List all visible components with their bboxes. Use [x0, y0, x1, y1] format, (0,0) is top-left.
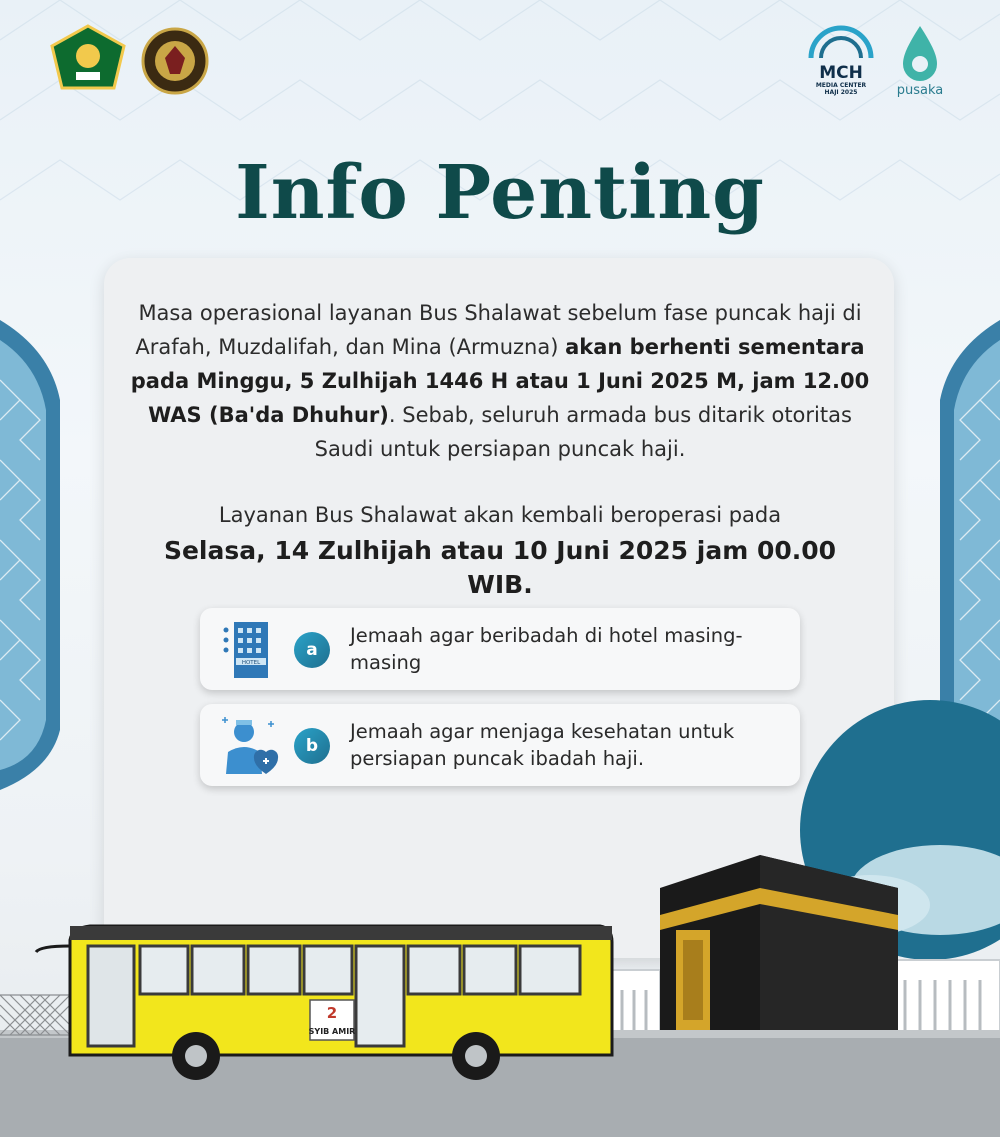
- mch-logo-text: MCH: [819, 63, 863, 83]
- notice-text-start: Masa operasional layanan Bus Shalawat sebelum fase puncak haji di Arafah, Muzdalifah, dan Mina (Armuzna): [135, 301, 862, 359]
- notice-text-bold: akan berhenti sementara pada Minggu, 5 Zulhijah 1446 H atau 1 Juni 2025 M, jam 12.00 WAS (Ba'da Dhuhur): [130, 335, 870, 427]
- kemenag-logo: [50, 24, 126, 92]
- kaaba: [660, 855, 898, 1045]
- hotel-icon: [214, 616, 280, 682]
- bus-sign-text: SYIB AMIR: [308, 1027, 356, 1036]
- mch-logo: [805, 22, 877, 98]
- badge-b: b: [294, 728, 330, 764]
- page-title: Info Penting: [235, 150, 765, 236]
- advice-text-a: Jemaah agar beribadah di hotel masing-masing: [350, 624, 743, 674]
- hotel-sign-text: HOTEL: [241, 660, 261, 666]
- resume-notice-line: Layanan Bus Shalawat akan kembali beroperasi pada: [218, 503, 782, 527]
- pusaka-logo: [885, 22, 955, 98]
- badge-a: a: [294, 632, 330, 668]
- bus-and-kaaba-scene: [0, 690, 1000, 1137]
- mch-logo-year: HAJI 2025: [824, 89, 858, 96]
- fence: [0, 995, 75, 1035]
- advice-item-a: [200, 608, 800, 690]
- bus-sign-number: 2: [326, 1004, 338, 1022]
- operational-notice-paragraph: [130, 296, 870, 466]
- bp-haji-logo: [140, 26, 210, 96]
- notice-text-end: . Sebab, seluruh armada bus ditarik otoritas Saudi untuk persiapan puncak haji.: [314, 403, 852, 461]
- pusaka-logo-text: pusaka: [896, 83, 944, 98]
- advice-text-b: Jemaah agar menjaga kesehatan untuk persiapan puncak ibadah haji.: [350, 720, 735, 770]
- mch-logo-subtitle: MEDIA CENTER: [815, 82, 867, 89]
- resume-date-line: Selasa, 14 Zulhijah atau 10 Juni 2025 jam 00.00 WIB.: [163, 536, 837, 599]
